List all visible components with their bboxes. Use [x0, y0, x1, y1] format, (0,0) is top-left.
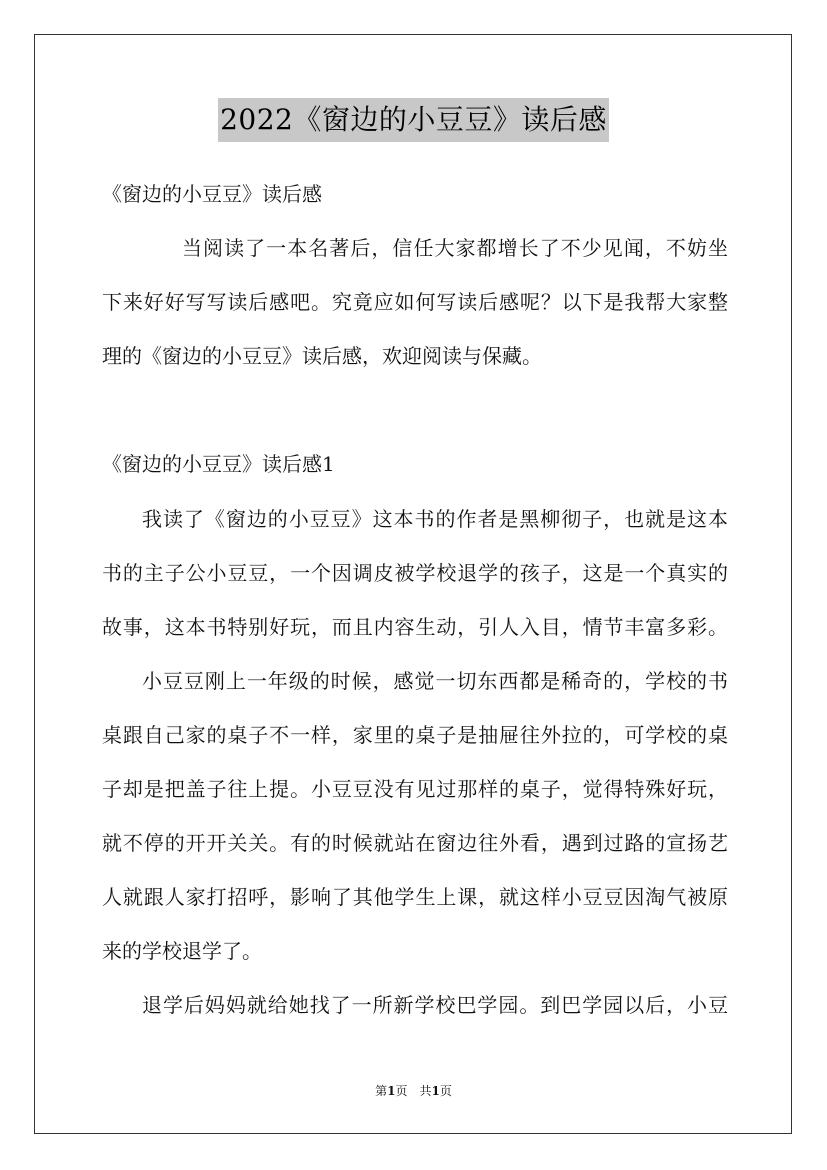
footer-prefix: 第 — [375, 1084, 388, 1098]
footer-page-total: 1 — [431, 1084, 440, 1098]
intro-line-1: 当阅读了一本名著后，信任大家都增长了不少见闻，不妨坐 — [182, 236, 728, 260]
page-footer — [0, 1083, 827, 1099]
paragraph2-line-3: 子却是把盖子往上提。小豆豆没有见过那样的桌子，觉得特殊好玩， — [102, 777, 728, 801]
footer-page-current: 1 — [387, 1084, 396, 1098]
paragraph2-line-6: 来的学校退学了。 — [102, 939, 262, 963]
paragraph1-line-2: 书的主子公小豆豆，一个因调皮被学校退学的孩子，这是一个真实的 — [102, 561, 728, 585]
footer-mid: 页 共 — [395, 1084, 432, 1098]
document-subtitle: 《窗边的小豆豆》读后感 — [102, 182, 322, 206]
footer-suffix: 页 — [439, 1084, 452, 1098]
paragraph2-line-4: 就不停的开开关关。有的时候就站在窗边往外看，遇到过路的宣扬艺 — [102, 831, 728, 855]
title-container — [0, 98, 827, 142]
section-heading: 《窗边的小豆豆》读后感1 — [102, 452, 335, 476]
paragraph2-line-1: 小豆豆刚上一年级的时候，感觉一切东西都是稀奇的，学校的书 — [142, 669, 728, 693]
paragraph1-line-1: 我读了《窗边的小豆豆》这本书的作者是黑柳彻子，也就是这本 — [142, 507, 728, 531]
document-title: 2022《窗边的小豆豆》读后感 — [218, 98, 609, 142]
paragraph3-line-1: 退学后妈妈就给她找了一所新学校巴学园。到巴学园以后，小豆 — [142, 993, 728, 1017]
intro-line-3: 理的《窗边的小豆豆》读后感，欢迎阅读与保藏。 — [102, 344, 542, 368]
intro-line-2: 下来好好写写读后感吧。究竟应如何写读后感呢？以下是我帮大家整 — [102, 290, 728, 314]
paragraph1-line-3: 故事，这本书特别好玩，而且内容生动，引人入目，情节丰富多彩。 — [102, 615, 728, 639]
paragraph2-line-5: 人就跟人家打招呼，影响了其他学生上课，就这样小豆豆因淘气被原 — [102, 885, 728, 909]
paragraph2-line-2: 桌跟自己家的桌子不一样，家里的桌子是抽屉往外拉的，可学校的桌 — [102, 723, 728, 747]
